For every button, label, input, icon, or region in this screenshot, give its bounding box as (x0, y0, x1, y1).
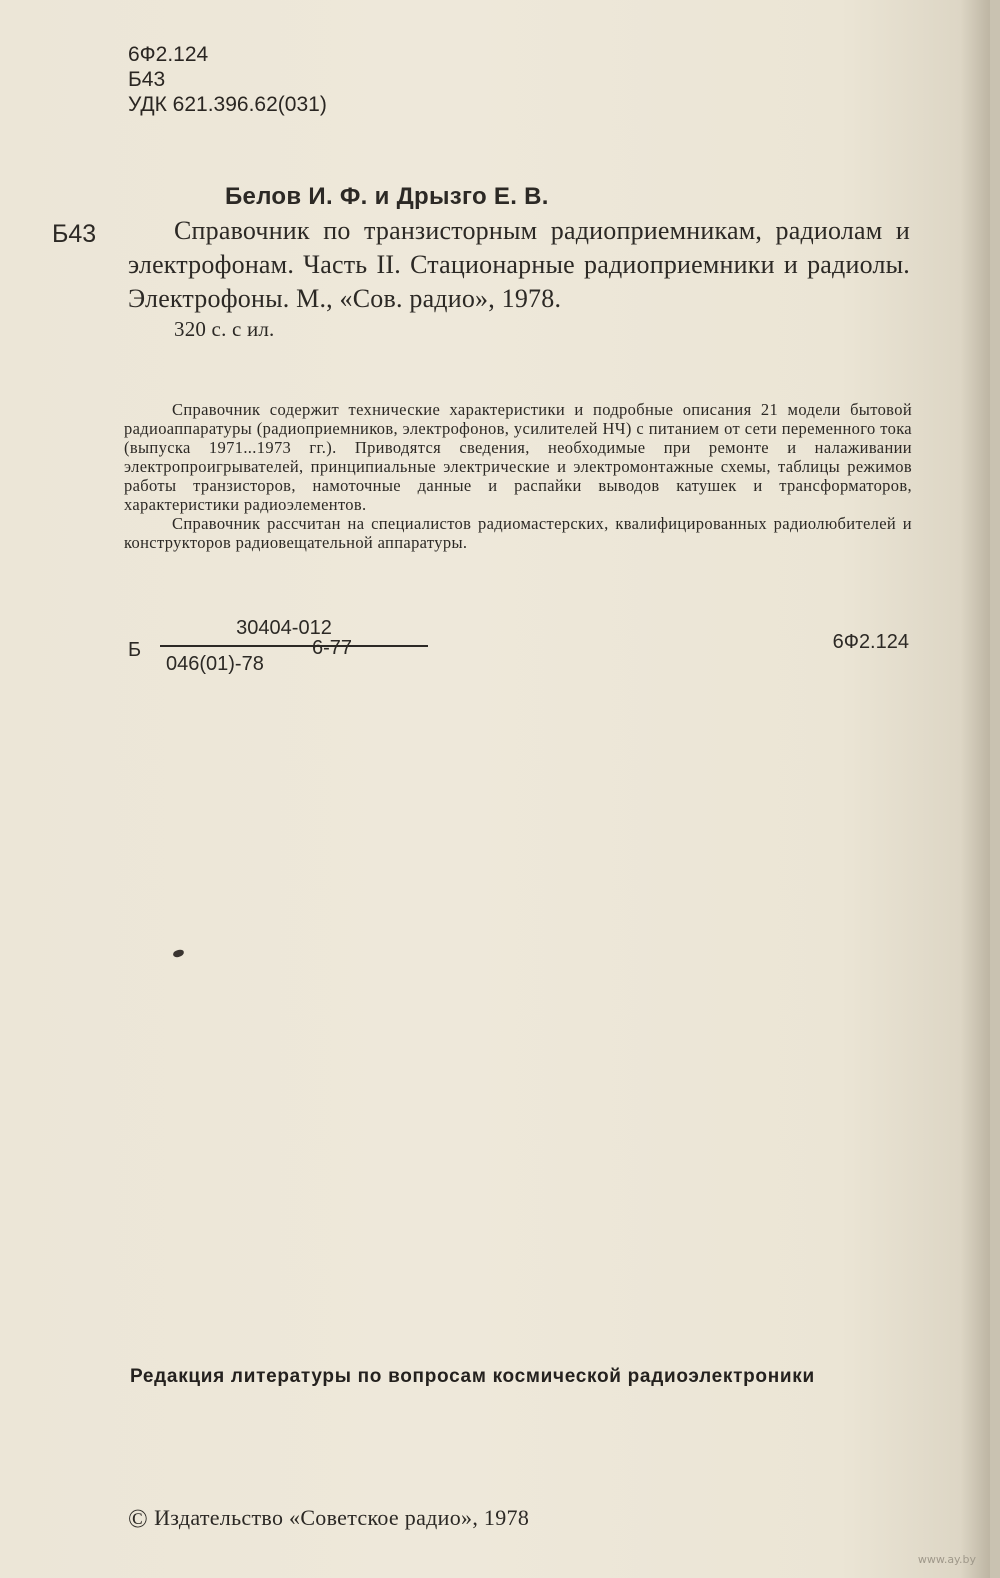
bbk-code: 6Ф2.124 (128, 43, 209, 66)
copyright-icon: © (128, 1504, 149, 1533)
udc-code: УДК 621.396.62(031) (128, 93, 327, 116)
fraction-bar (160, 645, 428, 647)
publication-code (128, 613, 918, 683)
bibliographic-description (128, 214, 910, 343)
publication-code-fraction (160, 617, 428, 676)
publication-code-letter: Б (128, 639, 142, 661)
annotation-paragraph: Справочник содержит технические характеристики и подробные описания 21 модели бытовой радиоаппаратуры (радиоприемников, электрофонов, усилителей НЧ) с питанием от сети переменного тока (выпуска 1971...1973 гг.). Приводятся сведения, необходимые при ремонте и налаживании электропроигрывателей, принципиальные электрические и электромонтажные схемы, таблицы режимов работы транзисторов, намоточные данные и распайки выводов катушек и трансформаторов, характеристики радиоэлементов. (124, 400, 912, 514)
book-title: Справочник по транзисторным радиоприемникам, радиолам и электрофонам. Часть II. Стационарные радиоприемники и радиолы. Электрофоны. М., «Сов. радио», 1978. (128, 216, 910, 313)
copyright-text: Издательство «Советское радио», 1978 (154, 1505, 530, 1530)
publication-code-denominator: 046(01)-78 (166, 652, 264, 675)
copyright-line (128, 1504, 529, 1534)
annotation-paragraph: Справочник рассчитан на специалистов радиомастерских, квалифицированных радиолюбителей и конструкторов радиовещательной аппаратуры. (124, 514, 912, 552)
publication-code-suffix: 6-77 (312, 637, 353, 659)
publication-code-numerator: 30404-012 (236, 617, 332, 639)
side-author-mark: Б43 (52, 220, 97, 248)
editorial-office: Редакция литературы по вопросам космической радиоэлектроники (130, 1366, 815, 1387)
classification-codes (128, 42, 327, 117)
publication-code-right: 6Ф2.124 (832, 631, 909, 653)
annotation (124, 400, 912, 552)
watermark: www.ay.by (917, 1553, 976, 1566)
pages-info: 320 с. с ил. (174, 317, 275, 341)
ink-speck (172, 949, 184, 958)
author-mark: Б43 (128, 68, 166, 91)
authors-heading: Белов И. Ф. и Дрызго Е. В. (225, 183, 549, 210)
